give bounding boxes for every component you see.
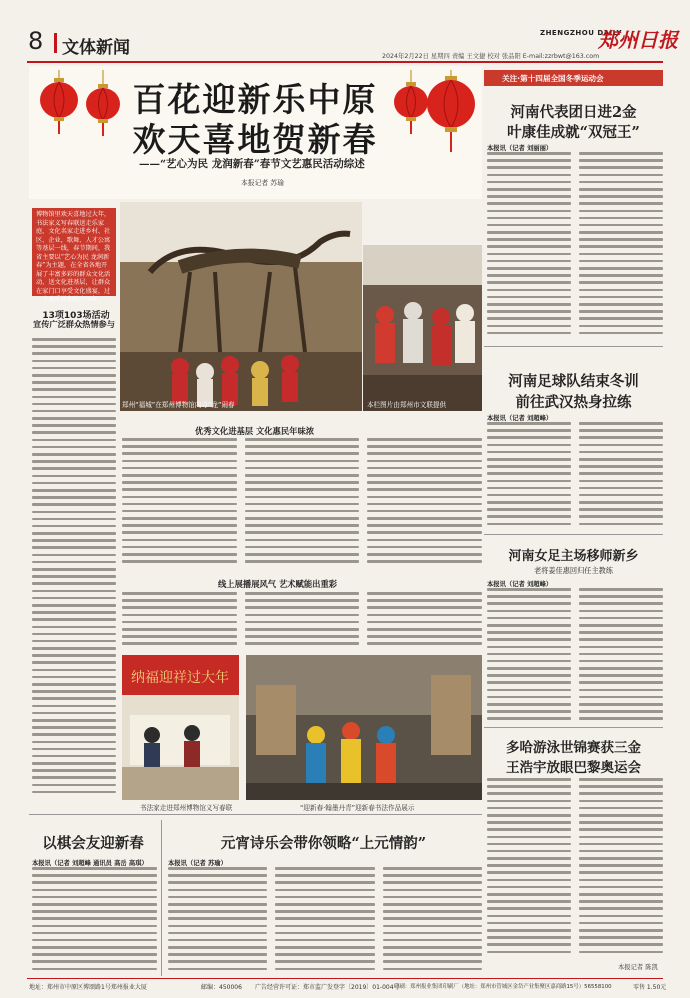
article2-title2: 前往武汉热身拉练: [515, 394, 632, 411]
header-rule: [27, 61, 663, 63]
article1-title2: 叶康佳成就“双冠王”: [507, 124, 640, 141]
article1-text: [487, 152, 663, 340]
article3-text: [487, 588, 663, 724]
bottom-divider: [29, 814, 482, 815]
lantern-icon: [389, 70, 481, 156]
article6-text: [168, 867, 482, 974]
divider: [484, 727, 663, 728]
winter-games-tag: [484, 70, 663, 86]
divider: [484, 346, 663, 347]
exhibition-photo: [246, 655, 482, 800]
photo2-caption: 本栏图片由郑州市文联提供: [367, 401, 447, 409]
svg-text:纳福迎祥过大年: 纳福迎祥过大年: [131, 670, 229, 686]
column-rule: [161, 820, 162, 976]
article6-title: 元宵诗乐会带你领略“上元情韵”: [220, 835, 427, 852]
subhead-2: 宣传广泛群众热情参与: [33, 319, 115, 329]
date-line: 2024年2月22日 星期四 责编 王文捷 校对 张品阳 E-mail:zzrbwt@163.com: [382, 53, 600, 60]
article3-lead: 本报讯（记者 刘超峰）: [487, 581, 553, 588]
footer-postcode: 邮编：450006: [201, 984, 242, 991]
feature-byline: 本报记者 苏瑜: [241, 179, 284, 187]
article5-title: 以棋会友迎新春: [42, 835, 144, 852]
article2-text: [487, 422, 663, 530]
footer-license: 广告经营许可证：郑市监广发登字〔2019〕01-004号: [255, 984, 400, 991]
intro-text: 博物馆里欢天喜地过大年，书法家义写春联送走乐家庭，文化名家走进乡村、社区、企业，歌舞、人才公寓等基层一线，春节期间，我省主要以“艺心为民 龙润新春”为主题，在全省各地开展了丰富多彩的群众文化活动，送文化进基层，让群众在家门口享受文化盛宴，过一个欢乐祥和的中国年。: [36, 211, 111, 303]
lantern-icon: [37, 70, 133, 140]
article6-lead: 本报讯（记者 苏瑜）: [168, 860, 227, 867]
footer-price: 零售 1.50元: [633, 984, 667, 991]
article4-byline: 本报记者 陈凯: [618, 964, 658, 971]
article5-lead: 本报讯（记者 刘超峰 通讯员 高岳 高琪）: [32, 860, 148, 867]
section-name: 文体新闻: [62, 38, 130, 58]
feature-title-line1: 百花迎新乐中原: [132, 80, 378, 119]
footer-rule: [27, 978, 663, 979]
feature-subtitle: ——“艺心为民 龙润新春”春节文艺惠民活动综述: [139, 158, 365, 170]
article5-text: [32, 867, 157, 974]
photo3-caption: 书法家走进郑州博物馆义写春联: [140, 804, 233, 812]
article3-subtitle: 老将姜佳惠回归任主教练: [533, 566, 614, 575]
tag-label: 关注·第十四届全国冬季运动会: [502, 74, 604, 83]
feature-title-line2: 欢天喜地贺新春: [132, 120, 378, 159]
masthead-cn: 郑州日报: [598, 28, 678, 52]
divider: [484, 534, 663, 535]
masthead-en: ZHENGZHOU DAILY: [540, 29, 623, 37]
section-heading-1: 优秀文化进基层 文化惠民年味浓: [195, 426, 315, 436]
page-header: [0, 0, 690, 64]
museum-photo: [120, 202, 362, 411]
photo4-caption: “迎新春·翰墨丹青”迎新春书法作品展示: [300, 804, 415, 812]
section-divider: [54, 33, 57, 53]
feature-banner: [29, 66, 482, 199]
page-number: 8: [28, 27, 44, 55]
photo1-caption: 郑州“福城”在郑州博物馆内寻“龙”闹春: [122, 401, 235, 409]
article4-title1: 多哈游泳世锦赛获三金: [506, 740, 641, 756]
intro-box: [32, 208, 116, 303]
article3-title: 河南女足主场移师新乡: [508, 549, 639, 564]
subhead-1: 13项103场活动: [42, 311, 110, 321]
footer-address: 地址：郑州市中原区博颂路1号郑州报业大厦: [29, 984, 147, 991]
article4-text: [487, 778, 663, 960]
left-text-column: [32, 338, 116, 801]
calligraphy-photo: [122, 655, 239, 800]
section-heading-2: 线上展播展风气 艺术赋能出重彩: [218, 579, 338, 589]
article2-lead: 本报讯（记者 刘超峰）: [487, 415, 553, 422]
footer-printer: 印刷：郑州报业集团印刷厂（地址：郑州市管城区金岱产业集聚区嘉商路15号）56558100: [394, 984, 612, 990]
article2-title1: 河南足球队结束冬训: [508, 373, 639, 390]
article1-lead: 本报讯（记者 刘丽丽）: [487, 145, 553, 152]
article1-title1: 河南代表团日进2金: [510, 104, 637, 121]
feature-text-block-1: [122, 438, 482, 576]
page-footer: [29, 982, 667, 994]
feature-text-block-2: [122, 592, 482, 654]
article4-title2: 王浩宇放眼巴黎奥运会: [506, 760, 641, 776]
performance-photo: [363, 245, 482, 411]
